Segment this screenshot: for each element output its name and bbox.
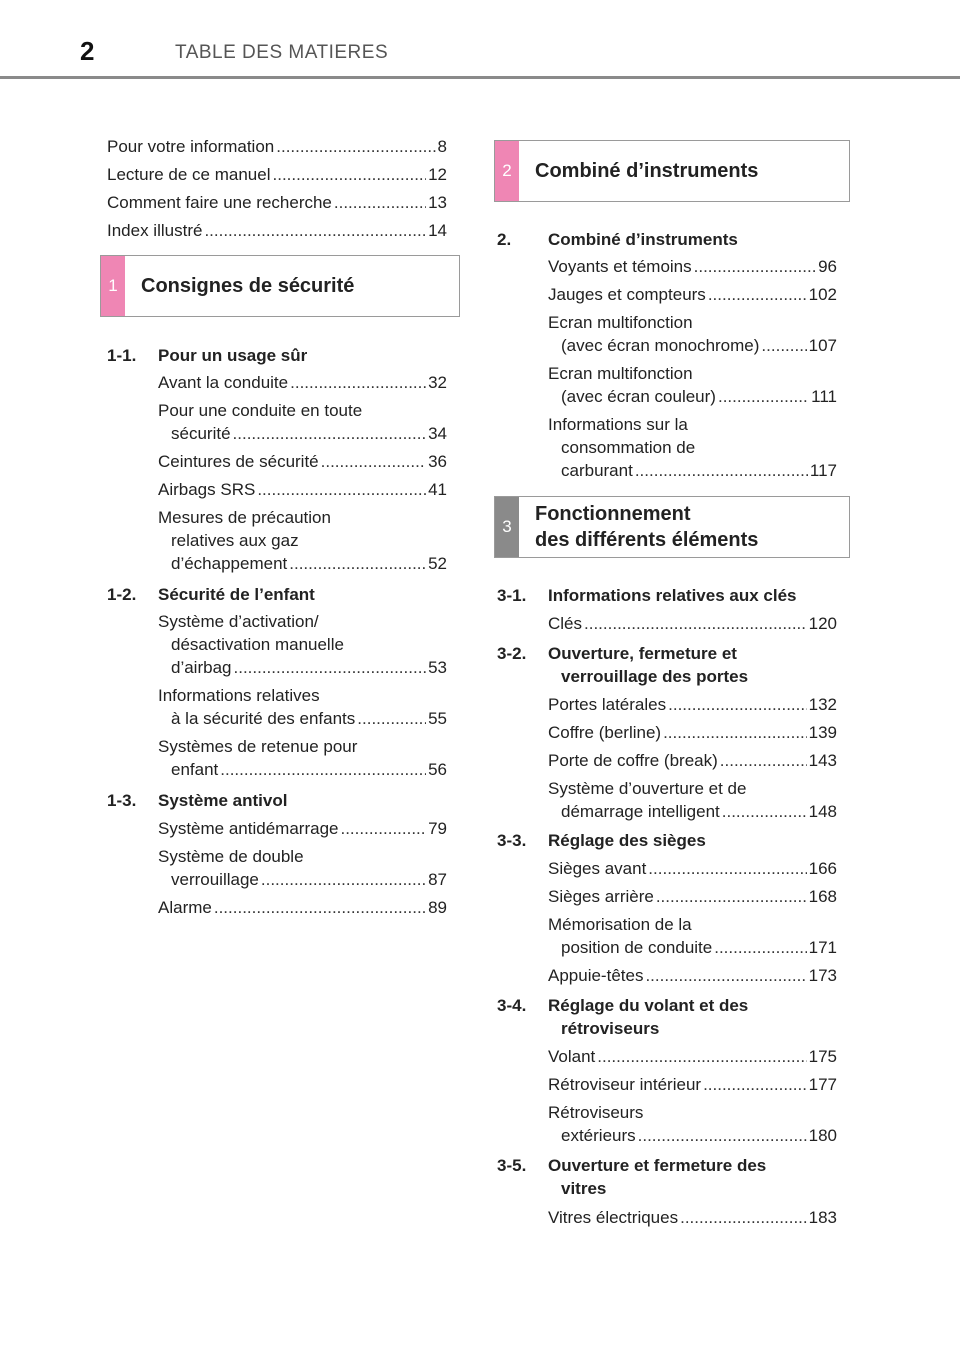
- toc-entry[interactable]: Ecran multifonction (avec écran monochrome) ..... 107: [548, 311, 837, 357]
- toc-entry[interactable]: Rétroviseurs extérieurs ..... 180: [548, 1101, 837, 1147]
- toc-entry[interactable]: Rétroviseur intérieur ..... 177: [548, 1073, 837, 1096]
- chapter-3-title: Fonctionnement des différents éléments: [535, 503, 759, 551]
- toc-entry[interactable]: Sièges avant ..... 166: [548, 857, 837, 880]
- toc-entry[interactable]: Système de double verrouillage ..... 87: [158, 845, 447, 891]
- toc-entry[interactable]: Porte de coffre (break) ..... 143: [548, 749, 837, 772]
- toc-entry[interactable]: Comment faire une recherche ..... 13: [107, 191, 447, 214]
- toc-entry[interactable]: Vitres électriques ..... 183: [548, 1206, 837, 1229]
- toc-entry[interactable]: Portes latérales ..... 132: [548, 693, 837, 716]
- toc-entry[interactable]: Avant la conduite ..... 32: [158, 371, 447, 394]
- toc-entry[interactable]: Pour votre information ..... 8: [107, 135, 447, 158]
- toc-entry[interactable]: Systèmes de retenue pour enfant ..... 56: [158, 735, 447, 781]
- chapter-2-title: Combiné d’instruments: [535, 160, 759, 182]
- toc-entry[interactable]: Ceintures de sécurité ..... 36: [158, 450, 447, 473]
- toc-entry[interactable]: Mémorisation de la position de conduite ..... 171: [548, 913, 837, 959]
- toc-entry[interactable]: Index illustré ..... 14: [107, 219, 447, 242]
- chapter-1-title: Consignes de sécurité: [141, 275, 355, 297]
- toc-entry[interactable]: Informations relatives à la sécurité des enfants ..... 55: [158, 684, 447, 730]
- toc-entry[interactable]: Airbags SRS ..... 41: [158, 478, 447, 501]
- section-3-5[interactable]: 3-5. Ouverture et fermeture des vitres: [497, 1156, 767, 1198]
- chapter-1-box[interactable]: [100, 255, 460, 317]
- chapter-3-box[interactable]: [494, 496, 850, 558]
- toc-entry[interactable]: Système antidémarrage ..... 79: [158, 817, 447, 840]
- toc-entry[interactable]: Jauges et compteurs ..... 102: [548, 283, 837, 306]
- toc-entry[interactable]: Alarme ..... 89: [158, 896, 447, 919]
- toc-entry[interactable]: Pour une conduite en toute sécurité ..... 34: [158, 399, 447, 445]
- toc-entry[interactable]: Informations sur la consommation de carburant ..... 117: [548, 413, 837, 482]
- section-3-4[interactable]: 3-4. Réglage du volant et des rétroviseurs: [497, 996, 749, 1038]
- page-number: 2: [80, 36, 95, 66]
- chapter-2-box[interactable]: [494, 140, 850, 202]
- toc-entry[interactable]: Mesures de précaution relatives aux gaz d’échappement ..... 52: [158, 506, 447, 575]
- header-rule: [0, 76, 960, 79]
- toc-entry[interactable]: Ecran multifonction (avec écran couleur) ..... 111: [548, 362, 837, 408]
- toc-entry[interactable]: Coffre (berline) ..... 139: [548, 721, 837, 744]
- chapter-3-tab: 3: [495, 497, 519, 557]
- toc-entry[interactable]: Clés ..... 120: [548, 612, 837, 635]
- chapter-1-tab: 1: [101, 256, 125, 316]
- page-title: TABLE DES MATIERES: [175, 42, 389, 63]
- section-3-2[interactable]: 3-2. Ouverture, fermeture et verrouillage des portes: [497, 644, 749, 686]
- toc-entry[interactable]: Volant ..... 175: [548, 1045, 837, 1068]
- toc-entry[interactable]: Système d’activation/ désactivation manuelle d’airbag ..... 53: [158, 610, 447, 679]
- toc-entry[interactable]: Sièges arrière ..... 168: [548, 885, 837, 908]
- toc-entry[interactable]: Appuie-têtes ..... 173: [548, 964, 837, 987]
- toc-entry[interactable]: Lecture de ce manuel ..... 12: [107, 163, 447, 186]
- toc-entry[interactable]: Voyants et témoins ..... 96: [548, 255, 837, 278]
- chapter-2-tab: 2: [495, 141, 519, 201]
- toc-entry[interactable]: Système d’ouverture et de démarrage intelligent ..... 148: [548, 777, 837, 823]
